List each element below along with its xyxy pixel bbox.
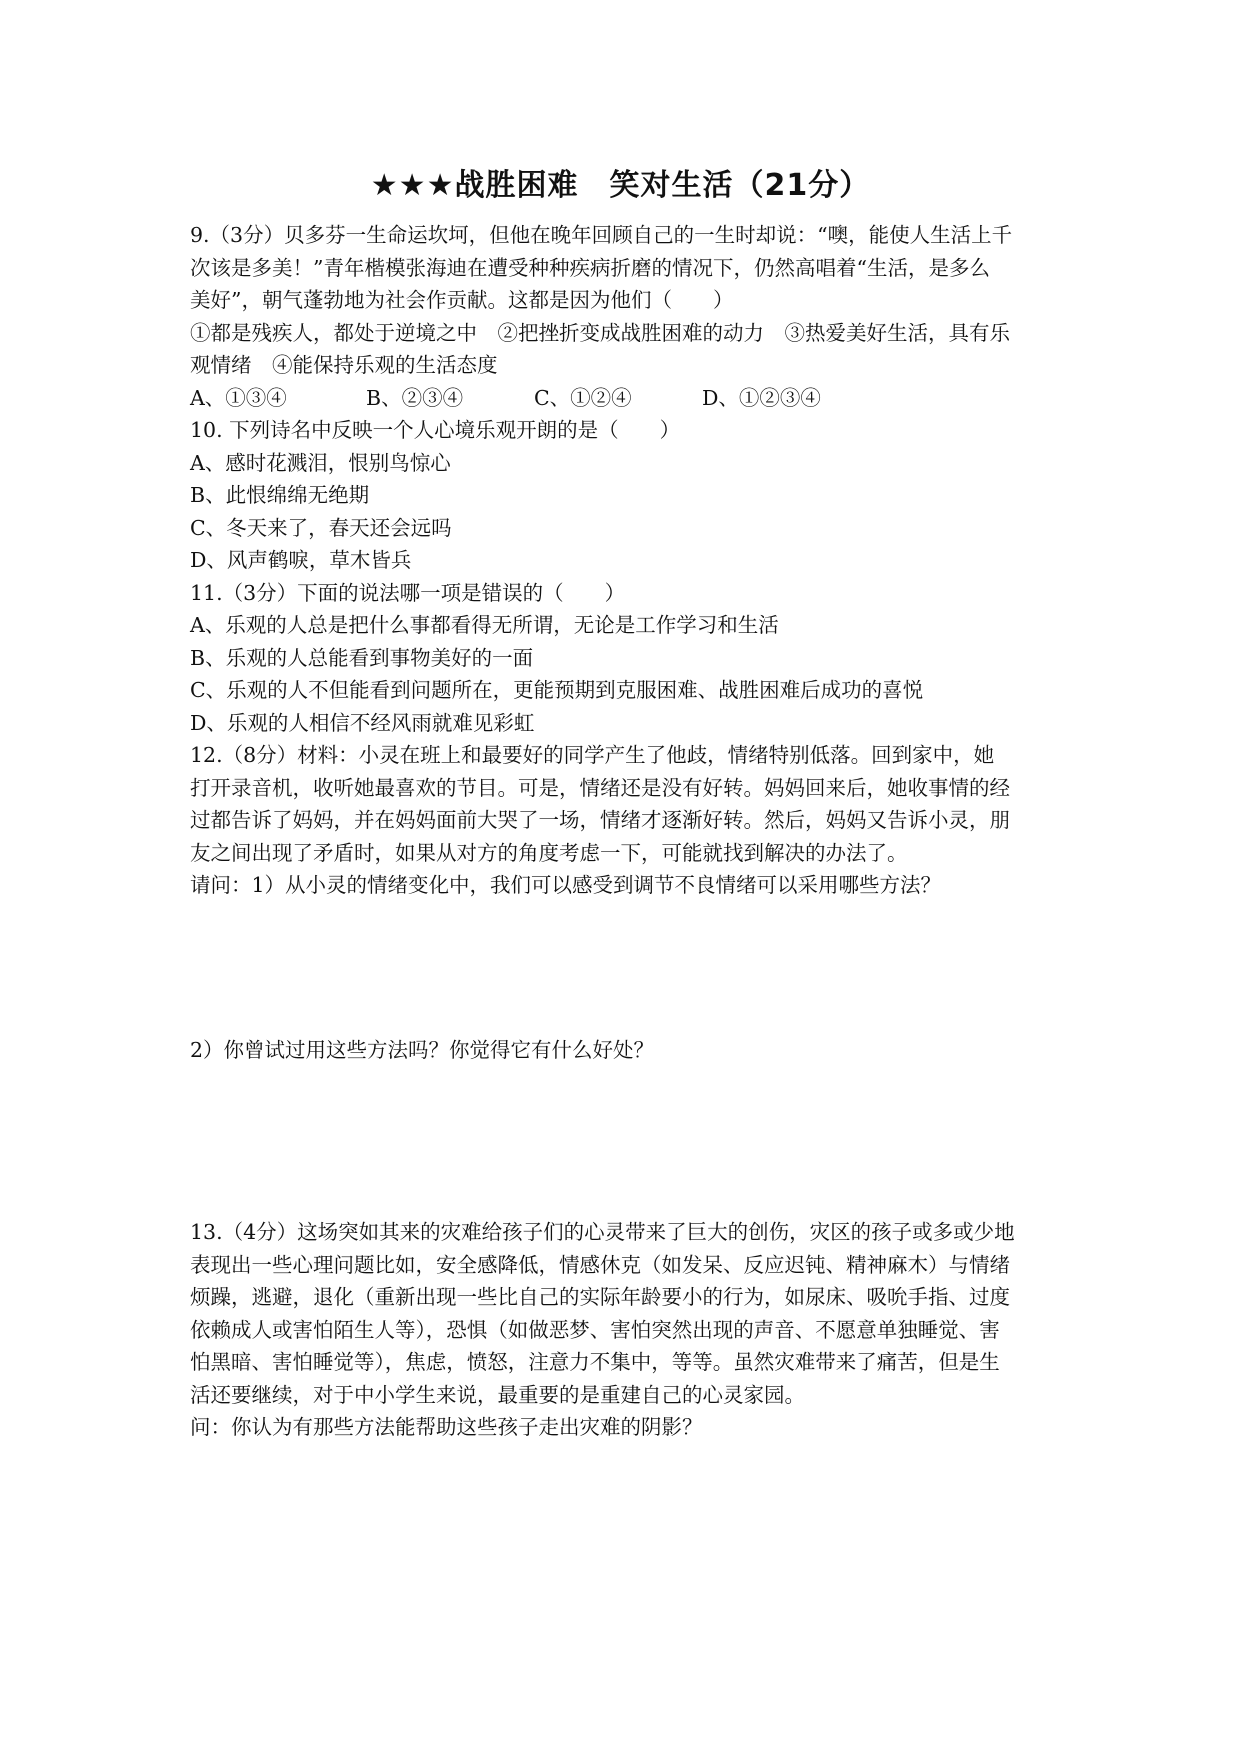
q10-option-c: C、冬天来了，春天还会远吗 xyxy=(190,515,452,540)
q9-line: ①都是残疾人，都处于逆境之中 ②把挫折变成战胜困难的动力 ③热爱美好生活，具有乐 xyxy=(190,320,1010,345)
q12-line: 过都告诉了妈妈，并在妈妈面前大哭了一场，情绪才逐渐好转。然后，妈妈又告诉小灵，朋 xyxy=(190,808,1010,832)
q13-line: 活还要继续，对于中小学生来说，最重要的是重建自己的心灵家园。 xyxy=(190,1382,805,1407)
q13-line: 烦躁，逃避，退化（重新出现一些比自己的实际年龄要小的行为，如尿床、吸吮手指、过度 xyxy=(190,1285,1010,1309)
q13-line: 13.（4分）这场突如其来的灾难给孩子们的心灵带来了巨大的创伤，灾区的孩子或多或少地 xyxy=(190,1220,1015,1244)
q10-option-b: B、此恨绵绵无绝期 xyxy=(190,483,370,507)
answer-space xyxy=(190,902,1080,1034)
q9-option-d: D、①②③④ xyxy=(702,385,821,410)
q11-option-a: A、乐观的人总是把什么事都看得无所谓，无论是工作学习和生活 xyxy=(190,613,779,637)
q10-option-d: D、风声鹤唳，草木皆兵 xyxy=(190,548,412,572)
q9-option-b: B、②③④ xyxy=(366,385,464,410)
answer-space xyxy=(190,1066,1080,1216)
q12-ask-1: 请问：1）从小灵的情绪变化中，我们可以感受到调节不良情绪可以采用哪些方法？ xyxy=(190,873,942,897)
question-11 xyxy=(190,577,1080,740)
question-list xyxy=(190,219,1080,1444)
q12-line: 打开录音机，收听她最喜欢的节目。可是，情绪还是没有好转。妈妈回来后，她收事情的经 xyxy=(190,775,1010,800)
q11-option-c: C、乐观的人不但能看到问题所在，更能预期到克服困难、战胜困难后成功的喜悦 xyxy=(190,678,924,702)
section-title: ★★★战胜困难 笑对生活（21分） xyxy=(370,168,871,203)
q10-stem: 10. 下列诗名中反映一个人心境乐观开朗的是（ ） xyxy=(190,418,681,442)
q12-line: 友之间出现了矛盾时，如果从对方的角度考虑一下，可能就找到解决的办法了。 xyxy=(190,840,908,865)
question-9 xyxy=(190,219,1080,414)
q10-option-a: A、感时花溅泪，恨别鸟惊心 xyxy=(190,450,451,475)
q13-ask: 问：你认为有那些方法能帮助这些孩子走出灾难的阴影？ xyxy=(190,1415,703,1439)
q9-option-c: C、①②④ xyxy=(534,385,632,410)
q9-options xyxy=(190,382,1080,415)
q9-line: 观情绪 ④能保持乐观的生活态度 xyxy=(190,353,498,377)
q11-stem: 11.（3分）下面的说法哪一项是错误的（ ） xyxy=(190,580,626,605)
q9-line: 9.（3分）贝多芬一生命运坎坷，但他在晚年回顾自己的一生时却说：“噢，能使人生活上千 xyxy=(190,223,1013,247)
question-12 xyxy=(190,739,1080,1216)
question-10 xyxy=(190,414,1080,577)
q9-line: 美好”，朝气蓬勃地为社会作贡献。这都是因为他们（ ） xyxy=(190,288,734,312)
q11-option-b: B、乐观的人总能看到事物美好的一面 xyxy=(190,645,534,670)
q9-line: 次该是多美！”青年楷模张海迪在遭受种种疾病折磨的情况下，仍然高唱着“生活，是多么 xyxy=(190,255,990,280)
q9-option-a: A、①③④ xyxy=(190,385,287,410)
q13-line: 表现出一些心理问题比如，安全感降低，情感休克（如发呆、反应迟钝、精神麻木）与情绪 xyxy=(190,1252,1010,1277)
q12-line: 12.（8分）材料：小灵在班上和最要好的同学产生了他歧，情绪特别低落。回到家中，她 xyxy=(190,743,995,767)
q13-line: 怕黑暗、害怕睡觉等），焦虑，愤怒，注意力不集中，等等。虽然灾难带来了痛苦，但是生 xyxy=(190,1350,1000,1374)
question-13 xyxy=(190,1216,1080,1444)
q11-option-d: D、乐观的人相信不经风雨就难见彩虹 xyxy=(190,710,535,735)
q13-line: 依赖成人或害怕陌生人等），恐惧（如做恶梦、害怕突然出现的声音、不愿意单独睡觉、害 xyxy=(190,1317,1000,1342)
q12-ask-2: 2）你曾试过用这些方法吗？你觉得它有什么好处？ xyxy=(190,1037,655,1062)
